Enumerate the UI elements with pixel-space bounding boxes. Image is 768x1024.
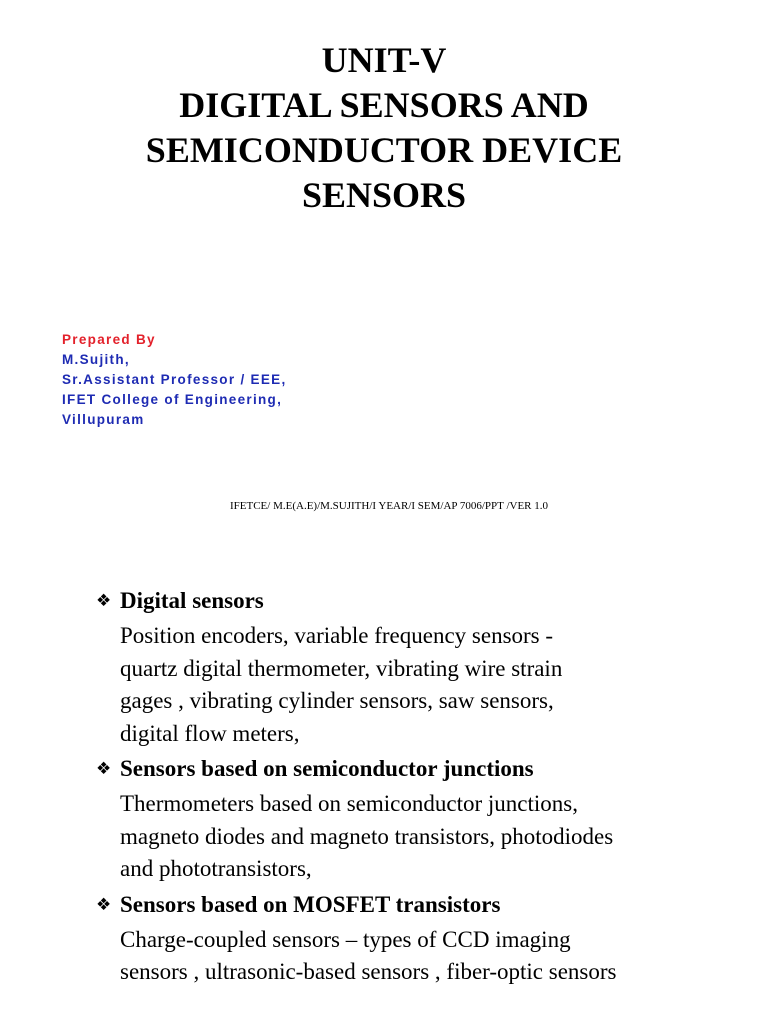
body-line: Position encoders, variable frequency sensors - (120, 623, 554, 648)
body-line: sensors , ultrasonic-based sensors , fiber-optic sensors (120, 959, 617, 984)
body-line: Charge-coupled sensors – types of CCD imaging (120, 926, 571, 952)
body-line: digital flow meters, (120, 720, 300, 746)
title-line: UNIT-V (321, 40, 447, 80)
bullet-list (96, 586, 736, 993)
body-line: gages , vibrating cylinder sensors, saw sensors, (120, 688, 554, 713)
body-line: Thermometers based on semiconductor junctions, (120, 791, 578, 816)
section-body (120, 620, 736, 750)
section-digital-sensors (96, 586, 736, 750)
section-mosfet-transistors (96, 890, 736, 989)
section-body (120, 924, 736, 989)
slide-title (0, 38, 768, 218)
diamond-bullet-icon: ❖ (96, 759, 112, 779)
body-line: and phototransistors, (120, 856, 312, 881)
diamond-bullet-icon: ❖ (96, 894, 112, 915)
author-college: IFET College of Engineering, (62, 392, 283, 407)
section-heading: Digital sensors (120, 588, 264, 613)
section-body (120, 788, 736, 886)
title-line: SENSORS (301, 175, 467, 215)
author-designation: Sr.Assistant Professor / EEE, (62, 372, 287, 387)
author-name: M.Sujith, (62, 352, 130, 367)
prepared-by-label: Prepared By (62, 332, 156, 347)
body-line: magneto diodes and magneto transistors, photodiodes (120, 823, 614, 849)
body-line: quartz digital thermometer, vibrating wire strain (120, 655, 563, 681)
section-heading: Sensors based on semiconductor junctions (120, 756, 534, 781)
author-info (62, 330, 287, 430)
diamond-bullet-icon: ❖ (96, 591, 112, 611)
section-heading: Sensors based on MOSFET transistors (120, 891, 501, 917)
section-semiconductor-junctions (96, 754, 736, 886)
author-place: Villupuram (62, 412, 145, 427)
slide-footer-code: IFETCE/ M.E(A.E)/M.SUJITH/I YEAR/I SEM/AP 7006/PPT /VER 1.0 (230, 500, 548, 512)
content-slide (0, 560, 768, 1024)
title-line: DIGITAL SENSORS AND (179, 85, 589, 125)
title-line: SEMICONDUCTOR DEVICE (145, 130, 623, 170)
